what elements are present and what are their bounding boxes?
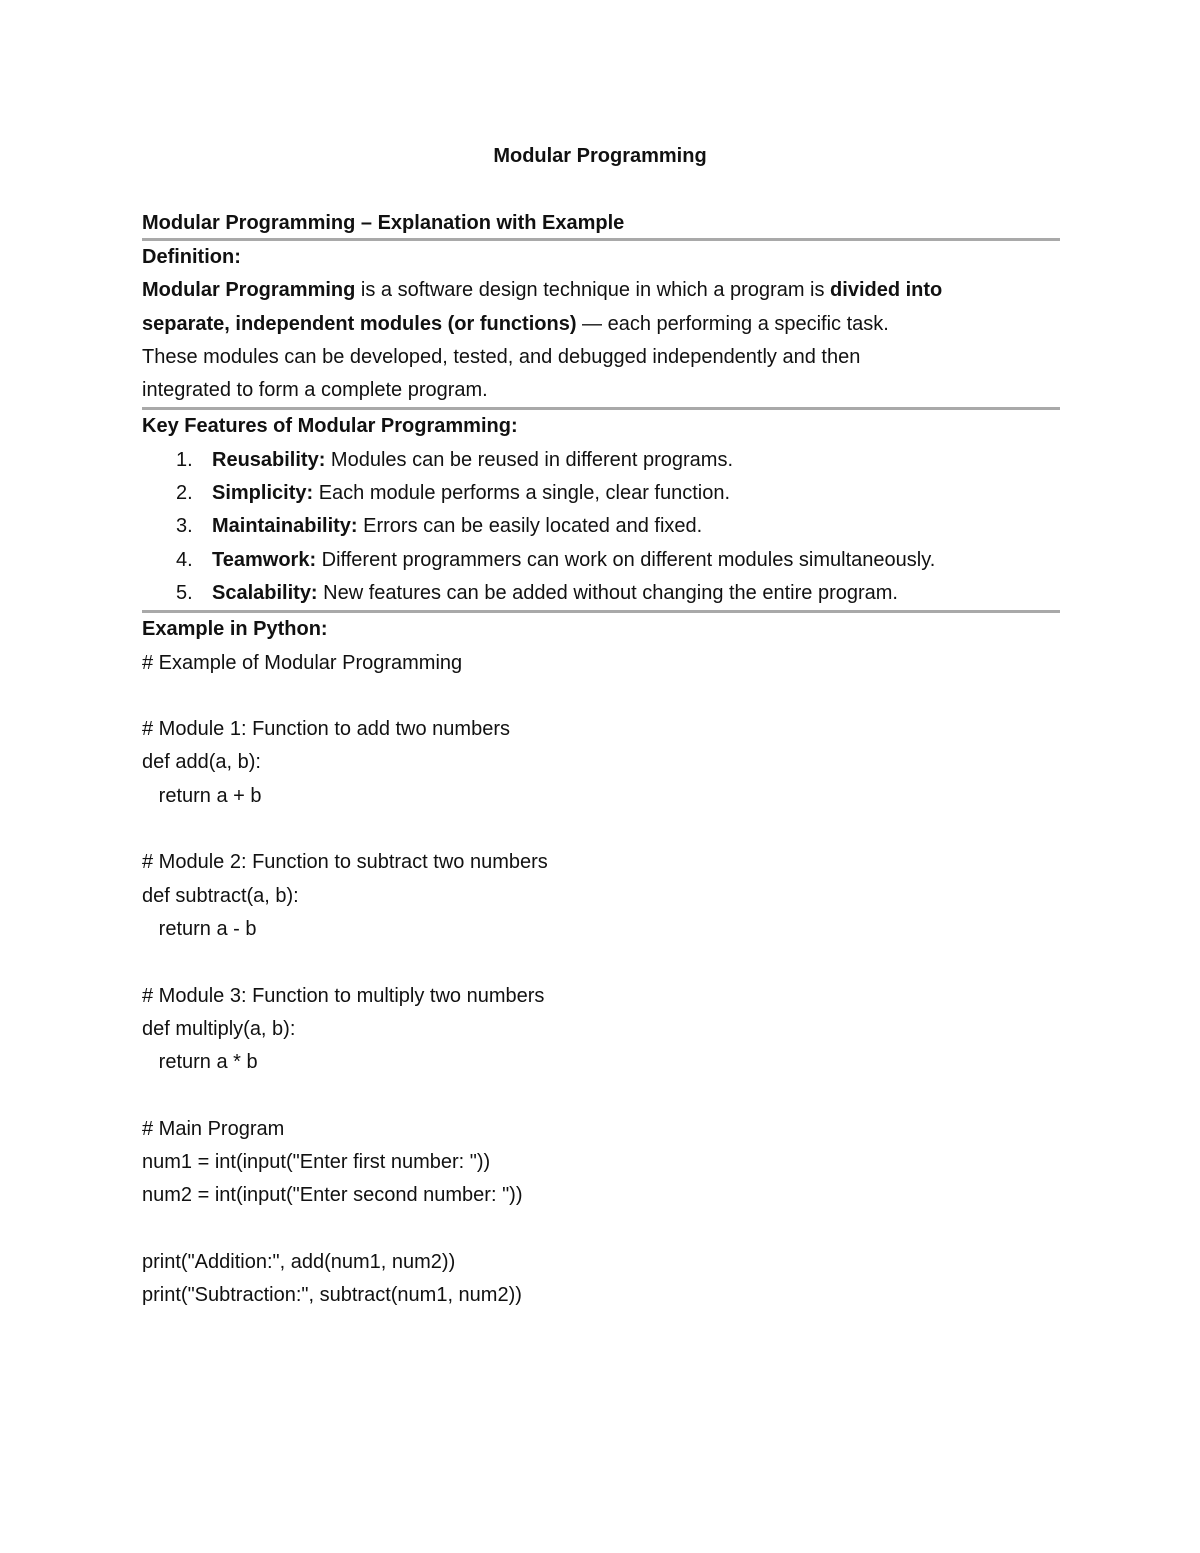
code-line: # Module 1: Function to add two numbers [142, 718, 510, 741]
code-line [142, 813, 1060, 846]
example-section [142, 613, 1060, 1312]
definition-bold-2: separate, independent modules (or functions) [142, 312, 577, 335]
code-line: num2 = int(input("Enter second number: ")) [142, 1184, 523, 1207]
code-line [142, 1213, 1060, 1246]
features-heading: Key Features of Modular Programming: [142, 415, 518, 438]
list-number: 5. [176, 581, 193, 604]
code-line: def multiply(a, b): [142, 1017, 296, 1040]
definition-line-2 [142, 308, 1060, 341]
definition-term: Modular Programming [142, 279, 356, 302]
feature-label: Scalability: [212, 581, 318, 604]
code-line: return a - b [142, 917, 257, 940]
feature-label: Simplicity: [212, 482, 314, 505]
code-line: def add(a, b): [142, 751, 261, 774]
document-subtitle: Modular Programming – Explanation with Example [142, 212, 625, 234]
feature-text: Errors can be easily located and fixed. [357, 515, 703, 538]
list-number: 1. [176, 448, 193, 471]
feature-text: Each module performs a single, clear function. [313, 482, 731, 505]
list-number: 3. [176, 515, 193, 538]
code-line [142, 1079, 1060, 1112]
definition-bold-1: divided into [830, 279, 943, 302]
document-body [142, 208, 1060, 1313]
features-list [142, 444, 1060, 610]
code-line: # Main Program [142, 1117, 285, 1140]
code-line: # Module 3: Function to multiply two numbers [142, 984, 545, 1007]
example-heading: Example in Python: [142, 618, 328, 641]
list-number: 2. [176, 482, 193, 505]
code-line: return a * b [142, 1051, 258, 1074]
feature-text: Different programmers can work on different modules simultaneously. [316, 548, 936, 571]
feature-text: Modules can be reused in different programs. [325, 448, 733, 471]
code-line: num1 = int(input("Enter first number: ")) [142, 1151, 491, 1174]
feature-label: Reusability: [212, 448, 326, 471]
code-line: print("Addition:", add(num1, num2)) [142, 1250, 456, 1273]
code-line: def subtract(a, b): [142, 884, 299, 907]
feature-label: Maintainability: [212, 515, 358, 538]
definition-line-4: integrated to form a complete program. [142, 379, 488, 402]
definition-line-3: These modules can be developed, tested, and debugged independently and then [142, 345, 861, 368]
code-line: print("Subtraction:", subtract(num1, num2)) [142, 1284, 522, 1307]
code-line [142, 946, 1060, 979]
code-line: return a + b [142, 784, 262, 807]
definition-text-2: — each performing a specific task. [576, 312, 889, 335]
feature-text: New features can be added without changing the entire program. [317, 581, 898, 604]
code-line: # Example of Modular Programming [142, 651, 463, 674]
list-item [142, 544, 1060, 577]
definition-section [142, 241, 1060, 407]
definition-text-1: is a software design technique in which a program is [355, 279, 831, 302]
list-item [142, 444, 1060, 477]
list-item [142, 477, 1060, 510]
document-title: Modular Programming [493, 145, 707, 167]
feature-label: Teamwork: [212, 548, 317, 571]
list-item [142, 577, 1060, 610]
definition-line-1 [142, 274, 1060, 307]
list-number: 4. [176, 548, 193, 571]
code-line: # Module 2: Function to subtract two numbers [142, 851, 548, 874]
definition-heading: Definition: [142, 246, 241, 268]
list-item [142, 510, 1060, 543]
features-section [142, 410, 1060, 610]
code-line [142, 680, 1060, 713]
